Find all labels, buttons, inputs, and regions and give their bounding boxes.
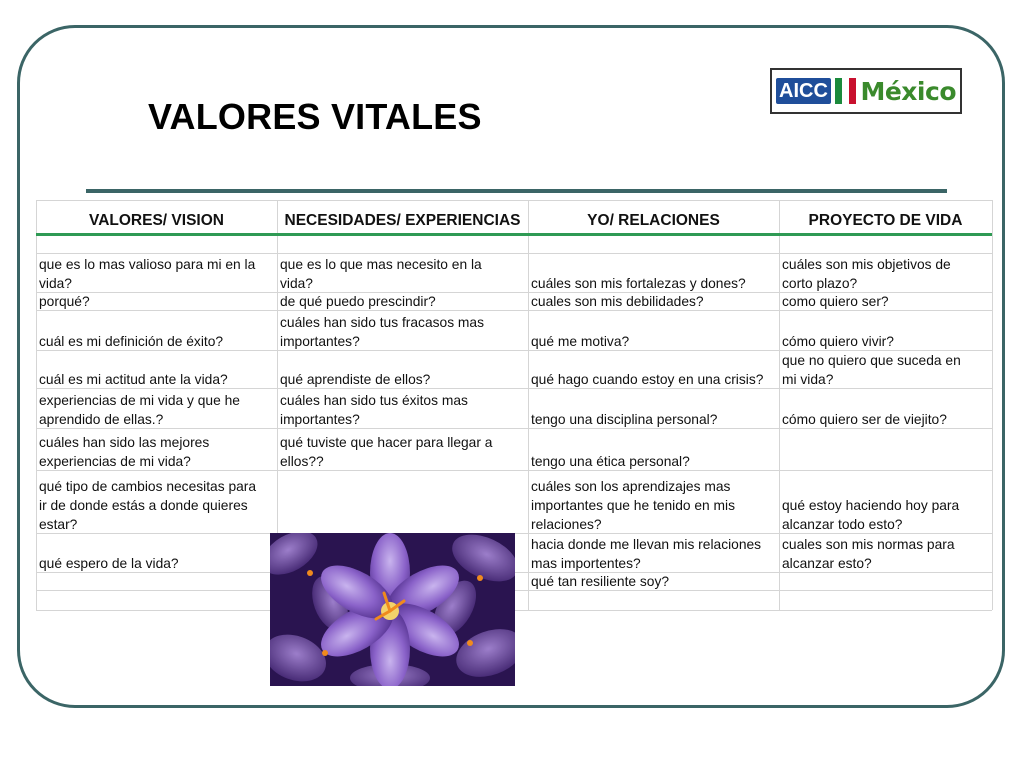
column-header: YO/ RELACIONES xyxy=(587,212,720,229)
table-cell: qué tuviste que hacer para llegar a ellos?? xyxy=(280,435,493,469)
table-cell: cuales son mis normas para alcanzar esto? xyxy=(782,537,955,571)
grid-row-line xyxy=(36,253,992,254)
table-cell: cuáles son mis fortalezas y dones? xyxy=(531,276,746,291)
table-cell: qué aprendiste de ellos? xyxy=(280,372,431,387)
table-cell: qué espero de la vida? xyxy=(39,556,179,571)
table-cell: cuales son mis debilidades? xyxy=(531,294,704,309)
column-header: PROYECTO DE VIDA xyxy=(808,212,963,229)
table-cell: cuáles son los aprendizajes mas importantes que he tenido en mis relaciones? xyxy=(531,479,736,532)
table-cell: cuál es mi actitud ante la vida? xyxy=(39,372,228,387)
table-cell: experiencias de mi vida y que he aprendido de ellas.? xyxy=(39,393,240,427)
grid-column-line xyxy=(528,200,529,610)
column-header: VALORES/ VISION xyxy=(89,212,224,229)
grid-column-line xyxy=(992,200,993,610)
table-cell: qué estoy haciendo hoy para alcanzar todo esto? xyxy=(782,498,960,532)
table-cell: qué tan resiliente soy? xyxy=(531,574,670,589)
table-cell: qué tipo de cambios necesitas para ir de donde estás a donde quieres estar? xyxy=(39,479,257,532)
table-cell: como quiero ser? xyxy=(782,294,889,309)
purple-flower-photo xyxy=(270,533,515,686)
logo-aicc-badge xyxy=(776,78,831,104)
grid-column-line xyxy=(36,200,37,610)
table-cell: que es lo mas valioso para mi en la vida? xyxy=(39,257,256,291)
table-cell: cuáles han sido tus fracasos mas importantes? xyxy=(280,315,484,349)
slide-title: VALORES VITALES xyxy=(148,96,482,137)
table-cell: cómo quiero ser de viejito? xyxy=(782,412,947,427)
table-cell: tengo una disciplina personal? xyxy=(531,412,718,427)
table-cell: cuáles han sido tus éxitos mas importantes? xyxy=(280,393,468,427)
table-cell: que es lo que mas necesito en la vida? xyxy=(280,257,482,291)
table-cell: qué hago cuando estoy en una crisis? xyxy=(531,372,764,387)
table-cell: cuáles han sido las mejores experiencias de mi vida? xyxy=(39,435,210,469)
aicc-mexico-logo xyxy=(770,68,962,114)
grid-row-line xyxy=(36,200,992,201)
table-cell: porqué? xyxy=(39,294,90,309)
table-cell: de qué puedo prescindir? xyxy=(280,294,436,309)
table-cell: hacia donde me llevan mis relaciones mas importentes? xyxy=(531,537,762,571)
table-cell: cuáles son mis objetivos de corto plazo? xyxy=(782,257,951,291)
logo-aicc-text: AICC xyxy=(779,79,828,102)
table-cell: tengo una ética personal? xyxy=(531,454,690,469)
title-divider xyxy=(86,189,947,193)
logo-country-text: México xyxy=(860,76,956,106)
flower-image xyxy=(270,533,515,686)
table-cell: cómo quiero vivir? xyxy=(782,334,894,349)
column-header: NECESIDADES/ EXPERIENCIAS xyxy=(284,212,521,229)
grid-column-line xyxy=(779,200,780,610)
table-cell: que no quiero que suceda en mi vida? xyxy=(782,353,961,387)
table-cell: cuál es mi definición de éxito? xyxy=(39,334,224,349)
header-underline xyxy=(36,233,992,236)
table-cell: qué me motiva? xyxy=(531,334,630,349)
mexico-flag-icon xyxy=(835,78,857,104)
